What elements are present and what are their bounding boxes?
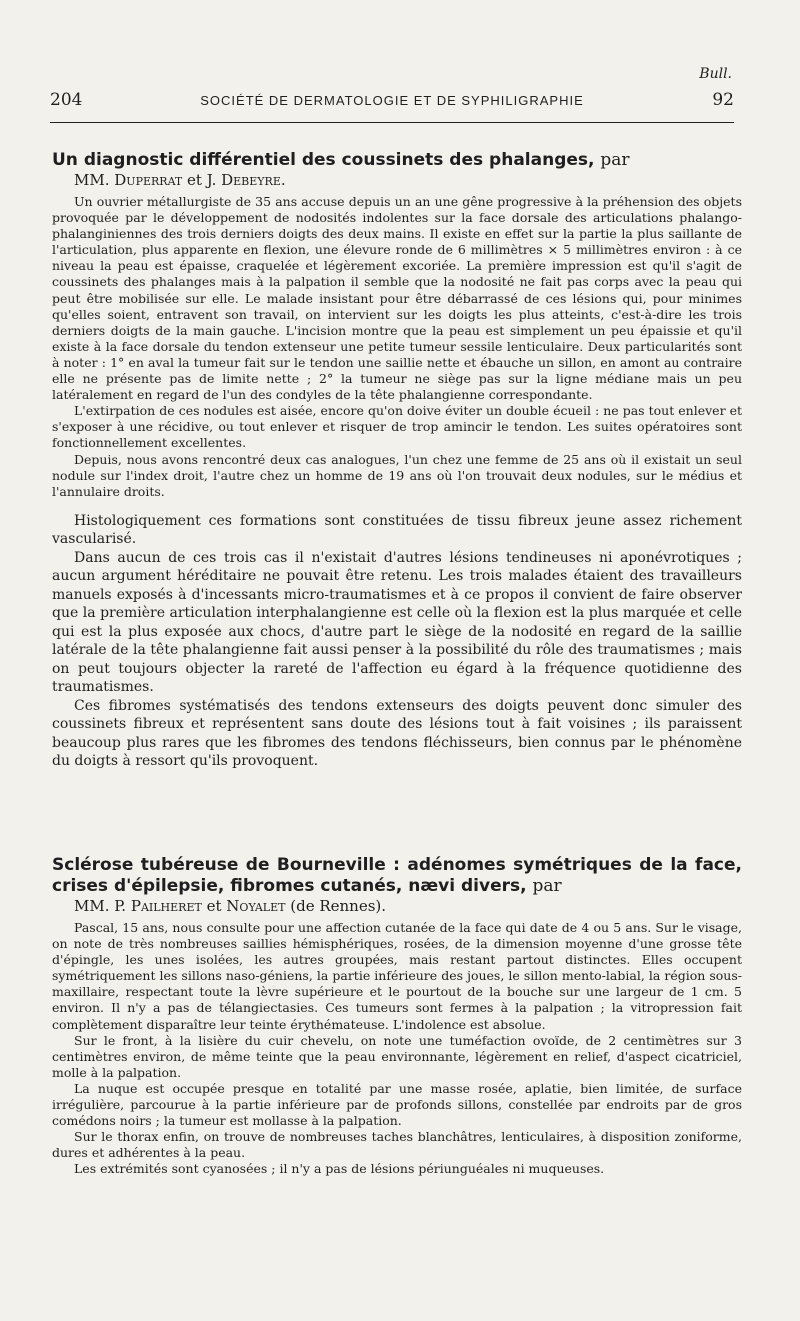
header-rule [50, 122, 734, 123]
authors-prefix: MM. P. [74, 897, 127, 915]
paragraph: Un ouvrier métallurgiste de 35 ans accuse depuis un an une gêne progressive à la préhension des objets provoquée par le développement de nodosités indolentes sur la face dorsale des articulations phalango-phalanginiennes des trois derniers doigts des deux mains. Il existe en effet sur la partie la plus saillante de l'articulation, plus apparente en flexion, une élevure ronde de 6 millimètres × 5 millimètres environ : à ce niveau la peau est épaisse, craquelée et légèrement excoriée. La première impression est qu'il s'agit de coussinets des phalanges mais à la palpation il semble que la nodosité ne fait pas corps avec la peau qui peut être mobilisée sur elle. Le malade insistant pour être débarrassé de ces lésions qui, pour minimes qu'elles soient, entravent son travail, on intervient sur les doigts les plus atteints, c'est-à-dire les trois derniers doigts de la main gauche. L'incision montre que la peau est simplement un peu épaissie et qu'il existe à la face dorsale du tendon extenseur une petite tumeur sessile lenticulaire. Deux particularités sont à noter : 1° en aval la tumeur fait sur le tendon une saillie nette et ébauche un sillon, en amont au contraire elle ne présente pas de limite nette ; 2° la tumeur ne siège pas sur la ligne médiane mais un peu latéralement en regard de l'un des condyles de la tête phalangienne correspondante. [52, 194, 742, 403]
article-2-par: par [532, 876, 562, 896]
paragraph: Pascal, 15 ans, nous consulte pour une affection cutanée de la face qui date de 4 ou 5 ans. Sur le visage, on note de très nombreuses saillies hémisphériques, rosées, de la dimension moyenne d'une grosse tête d'épingle, les unes isolées, les autres groupées, mais restant partout distinctes. Elles occupent symétriquement les sillons naso-géniens, la partie inférieure des joues, le sillon mento-labial, la région sous-maxillaire, respectant toute la lèvre supérieure et le pourtout de la bouche sur une largeur de 1 cm. 5 environ. Il n'y a pas de télangiectasies. Ces tumeurs sont fermes à la palpation ; la vitropression fait complètement disparaître leur teinte érythémateuse. L'indolence est absolue. [52, 920, 742, 1032]
article-2-title-text: Sclérose tubéreuse de Bourneville : adénomes symétriques de la face, crises d'épilepsie, fibromes cutanés, nævi divers, [52, 855, 742, 896]
article-1-title-text: Un diagnostic différentiel des coussinets des phalanges, [52, 150, 595, 170]
article-2 [52, 855, 742, 1178]
paragraph: Sur le thorax enfin, on trouve de nombreuses taches blanchâtres, lenticulaires, à disposition zoniforme, dures et adhérentes à la peau. [52, 1129, 742, 1161]
article-2-title [52, 855, 742, 897]
author-name: Duperrat [114, 171, 183, 189]
author-join: et [187, 171, 202, 189]
author-city: (de Rennes). [290, 897, 387, 915]
author-name: Noyalet [226, 897, 286, 915]
paragraph: Depuis, nous avons rencontré deux cas analogues, l'un chez une femme de 25 ans où il existait un seul nodule sur l'index droit, l'autre chez un homme de 19 ans où l'on trouvait deux nodules, sur le médius et l'annulaire droits. [52, 451, 742, 499]
paragraph-gap [52, 500, 742, 512]
article-1-authors [74, 171, 742, 190]
paragraph: La nuque est occupée presque en totalité par une masse rosée, aplatie, bien limitée, de surface irrégulière, parcourue à la partie inférieure par de profonds sillons, constellée par endroits par de gros comédons noirs ; la tumeur est mollasse à la palpation. [52, 1080, 742, 1129]
author-name: J. Debeyre. [206, 171, 286, 189]
paragraph: Dans aucun de ces trois cas il n'existait d'autres lésions tendineuses ni aponévrotiques ; aucun argument héréditaire ne pouvait être retenu. Les trois malades étaient des travailleurs manuels exposés à d'incessants micro-traumatismes et à ce propos il convient de faire observer que la première articulation interphalangienne est celle où la flexion est la plus marquée et celle qui est la plus exposée aux chocs, d'autre part le siège de la nodosité en regard de la saillie latérale de la tête phalangienne fait aussi penser à la possibilité du rôle des traumatismes ; mais on peut toujours objecter la rareté de l'affection eu égard à la fréquence quotidienne des traumatismes. [52, 549, 742, 696]
article-1-title [52, 150, 742, 171]
paragraph: Ces fibromes systématisés des tendons extenseurs des doigts peuvent donc simuler des coussinets fibreux et représentent sans doute des lésions tout à fait voisines ; ils paraissent beaucoup plus rares que les fibromes des tendons fléchisseurs, bien connus par le phénomène du doigts à ressort qu'ils provoquent. [52, 697, 742, 770]
page-number-right: 92 [712, 90, 734, 110]
author-name: Pailheret [130, 897, 202, 915]
running-header [50, 90, 734, 114]
author-join: et [206, 897, 222, 915]
journal-title: SOCIÉTÉ DE DERMATOLOGIE ET DE SYPHILIGRAPHIE [200, 93, 584, 108]
authors-prefix: MM. [74, 171, 110, 189]
paragraph: Histologiquement ces formations sont constituées de tissu fibreux jeune assez richement vascularisé. [52, 512, 742, 548]
bulletin-mark: Bull. [699, 66, 732, 82]
article-1 [52, 150, 742, 771]
paragraph: L'extirpation de ces nodules est aisée, encore qu'on doive éviter un double écueil : ne pas tout enlever et s'exposer à une récidive, ou tout enlever et risquer de trop amincir le tendon. Les suites opératoires sont fonctionnellement excellentes. [52, 403, 742, 451]
article-1-par: par [600, 150, 630, 170]
article-2-authors [74, 897, 742, 916]
paragraph: Les extrémités sont cyanosées ; il n'y a pas de lésions périunguéales ni muqueuses. [74, 1161, 605, 1177]
paragraph: Sur le front, à la lisière du cuir chevelu, on note une tuméfaction ovoïde, de 2 centimètres sur 3 centimètres environ, de même teinte que la peau environnante, légèrement en relief, d'aspect cicatriciel, molle à la palpation. [52, 1032, 742, 1080]
page-number-left: 204 [50, 90, 83, 110]
